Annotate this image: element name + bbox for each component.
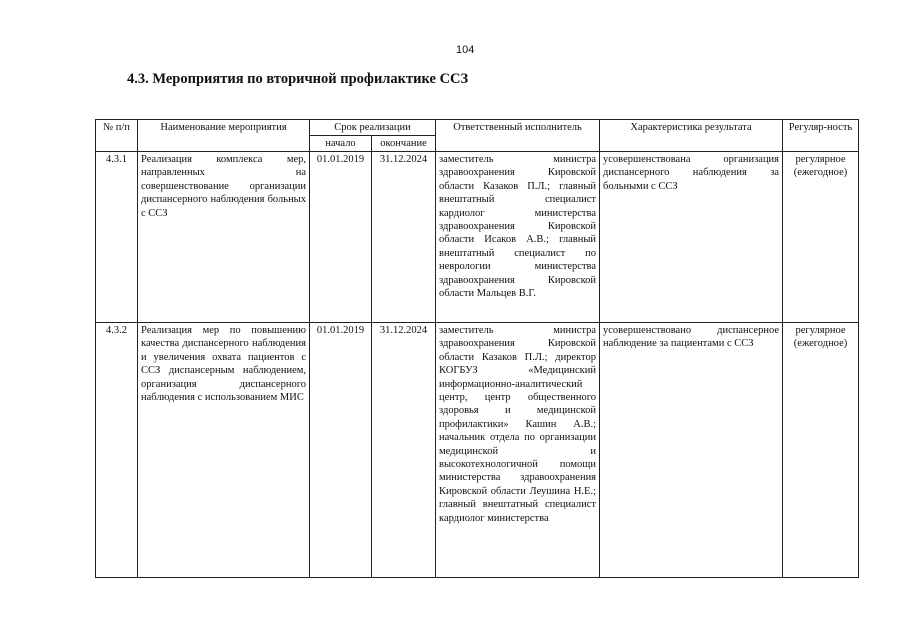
row-end: 31.12.2024 (372, 323, 436, 578)
header-start: начало (310, 136, 372, 152)
row-start: 01.01.2019 (310, 323, 372, 578)
header-name: Наименование мероприятия (138, 120, 310, 152)
row-name: Реализация комплекса мер, направленных на совершенствование организации диспансерного наблюдения больных с ССЗ (138, 152, 310, 323)
row-start: 01.01.2019 (310, 152, 372, 323)
header-end: окончание (372, 136, 436, 152)
table-row (96, 152, 859, 323)
row-num: 4.3.2 (96, 323, 138, 578)
row-result: усовершенствована организация диспансерного наблюдения за больными с ССЗ (600, 152, 783, 323)
row-executor: заместитель министра здравоохранения Кировской области Казаков П.Л.; директор КОГБУЗ «Медицинский информационно-аналитический центр, центр общественного здоровья и медицинской профилактики» Кашин А.В.; начальник отдела по организации медицинской и высокотехнологичной помощи министерства здравоохранения Кировской области Леушина Н.Е.; главный внештатный специалист кардиолог министерства (436, 323, 600, 578)
page-number: 104 (456, 44, 475, 56)
table-header-row (96, 120, 859, 136)
row-regularity: регулярное (ежегодное) (783, 152, 859, 323)
section-title: 4.3. Мероприятия по вторичной профилактике ССЗ (127, 71, 469, 87)
row-end: 31.12.2024 (372, 152, 436, 323)
row-regularity: регулярное (ежегодное) (783, 323, 859, 578)
header-executor: Ответственный исполнитель (436, 120, 600, 152)
row-name: Реализация мер по повышению качества диспансерного наблюдения и увеличения охвата пациентов с ССЗ диспансерным наблюдением, организация диспансерного наблюдения с использованием МИС (138, 323, 310, 578)
header-period: Срок реализации (310, 120, 436, 136)
header-result: Характеристика результата (600, 120, 783, 152)
activities-table (95, 119, 859, 578)
row-executor: заместитель министра здравоохранения Кировской области Казаков П.Л.; главный внештатный специалист кардиолог министерства здравоохранения Кировской области Исаков А.В.; главный внештатный специалист по неврологии министерства здравоохранения Кировской области Мальцев В.Г. (436, 152, 600, 323)
header-regularity: Регуляр-ность (783, 120, 859, 152)
row-num: 4.3.1 (96, 152, 138, 323)
table-row (96, 323, 859, 578)
row-result: усовершенствовано диспансерное наблюдение за пациентами с ССЗ (600, 323, 783, 578)
header-num: № п/п (96, 120, 138, 152)
